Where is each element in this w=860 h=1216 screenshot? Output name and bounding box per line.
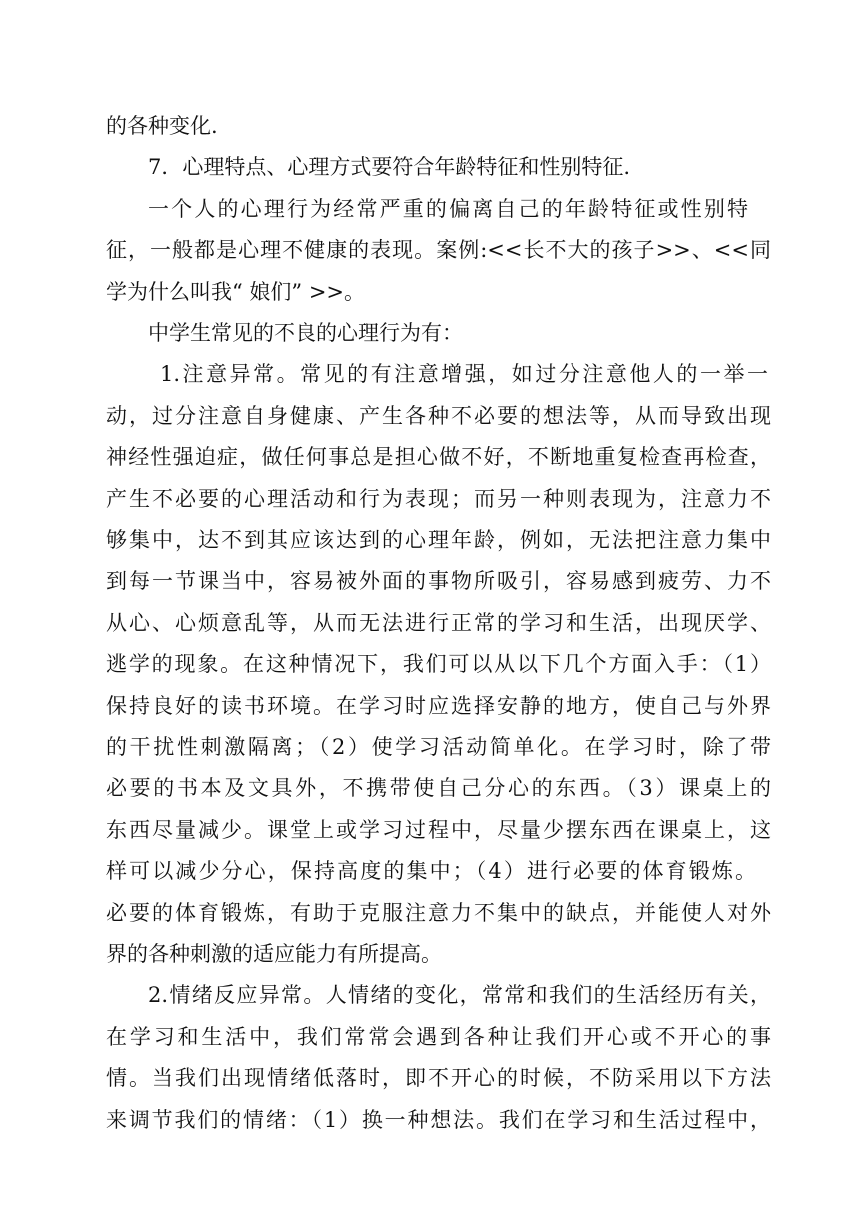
text-line: 东西尽量减少。课堂上或学习过程中，尽量少摆东西在课桌上，这: [106, 818, 771, 842]
text-line: 必要的书本及文具外，不携带使自己分心的东西。（3）课桌上的: [106, 776, 771, 800]
text-line: 逃学的现象。在这种情况下，我们可以从以下几个方面入手：（1）: [106, 652, 771, 676]
text-line: 动，过分注意自身健康、产生各种不必要的想法等，从而导致出现: [106, 404, 771, 428]
text-line: 一个人的心理行为经常严重的偏离自己的年龄特征或性别特: [148, 197, 748, 221]
text-line: 来调节我们的情绪：（1）换一种想法。我们在学习和生活过程中，: [106, 1108, 771, 1132]
text-line: 7．心理特点、心理方式要符合年龄特征和性别特征.: [148, 155, 631, 179]
text-line: 的各种变化.: [106, 114, 218, 138]
text-line: 必要的体育锻炼，有助于克服注意力不集中的缺点，并能使人对外: [106, 901, 771, 925]
text-line: 界的各种刺激的适应能力有所提高。: [106, 942, 442, 966]
text-line: 中学生常见的不良的心理行为有：: [148, 321, 463, 345]
text-line: 在学习和生活中，我们常常会遇到各种让我们开心或不开心的事: [106, 1025, 771, 1049]
text-line: 到每一节课当中，容易被外面的事物所吸引，容易感到疲劳、力不: [106, 569, 771, 593]
text-line: 神经性强迫症，做任何事总是担心做不好，不断地重复检查再检查，: [106, 445, 771, 469]
text-line: 产生不必要的心理活动和行为表现；而另一种则表现为，注意力不: [106, 487, 771, 511]
text-line: 学为什么叫我“ 娘们” >>。: [106, 280, 366, 304]
text-line: 的干扰性刺激隔离；（2）使学习活动简单化。在学习时，除了带: [106, 735, 771, 759]
text-line: 样可以减少分心，保持高度的集中；（4）进行必要的体育锻炼。: [106, 859, 756, 883]
text-line: 1.注意异常。常见的有注意增强，如过分注意他人的一举一: [160, 362, 768, 386]
text-line: 够集中，达不到其应该达到的心理年龄，例如，无法把注意力集中: [106, 528, 771, 552]
text-line: 征，一般都是心理不健康的表现。案例:<<长不大的孩子>>、<<同: [106, 238, 771, 262]
text-line: 从心、心烦意乱等，从而无法进行正常的学习和生活，出现厌学、: [106, 611, 771, 635]
text-line: 情。当我们出现情绪低落时，即不开心的时候，不防采用以下方法: [106, 1066, 771, 1090]
text-line: 2.情绪反应异常。人情绪的变化，常常和我们的生活经历有关，: [148, 983, 771, 1007]
text-line: 保持良好的读书环境。在学习时应选择安静的地方，使自己与外界: [106, 694, 771, 718]
